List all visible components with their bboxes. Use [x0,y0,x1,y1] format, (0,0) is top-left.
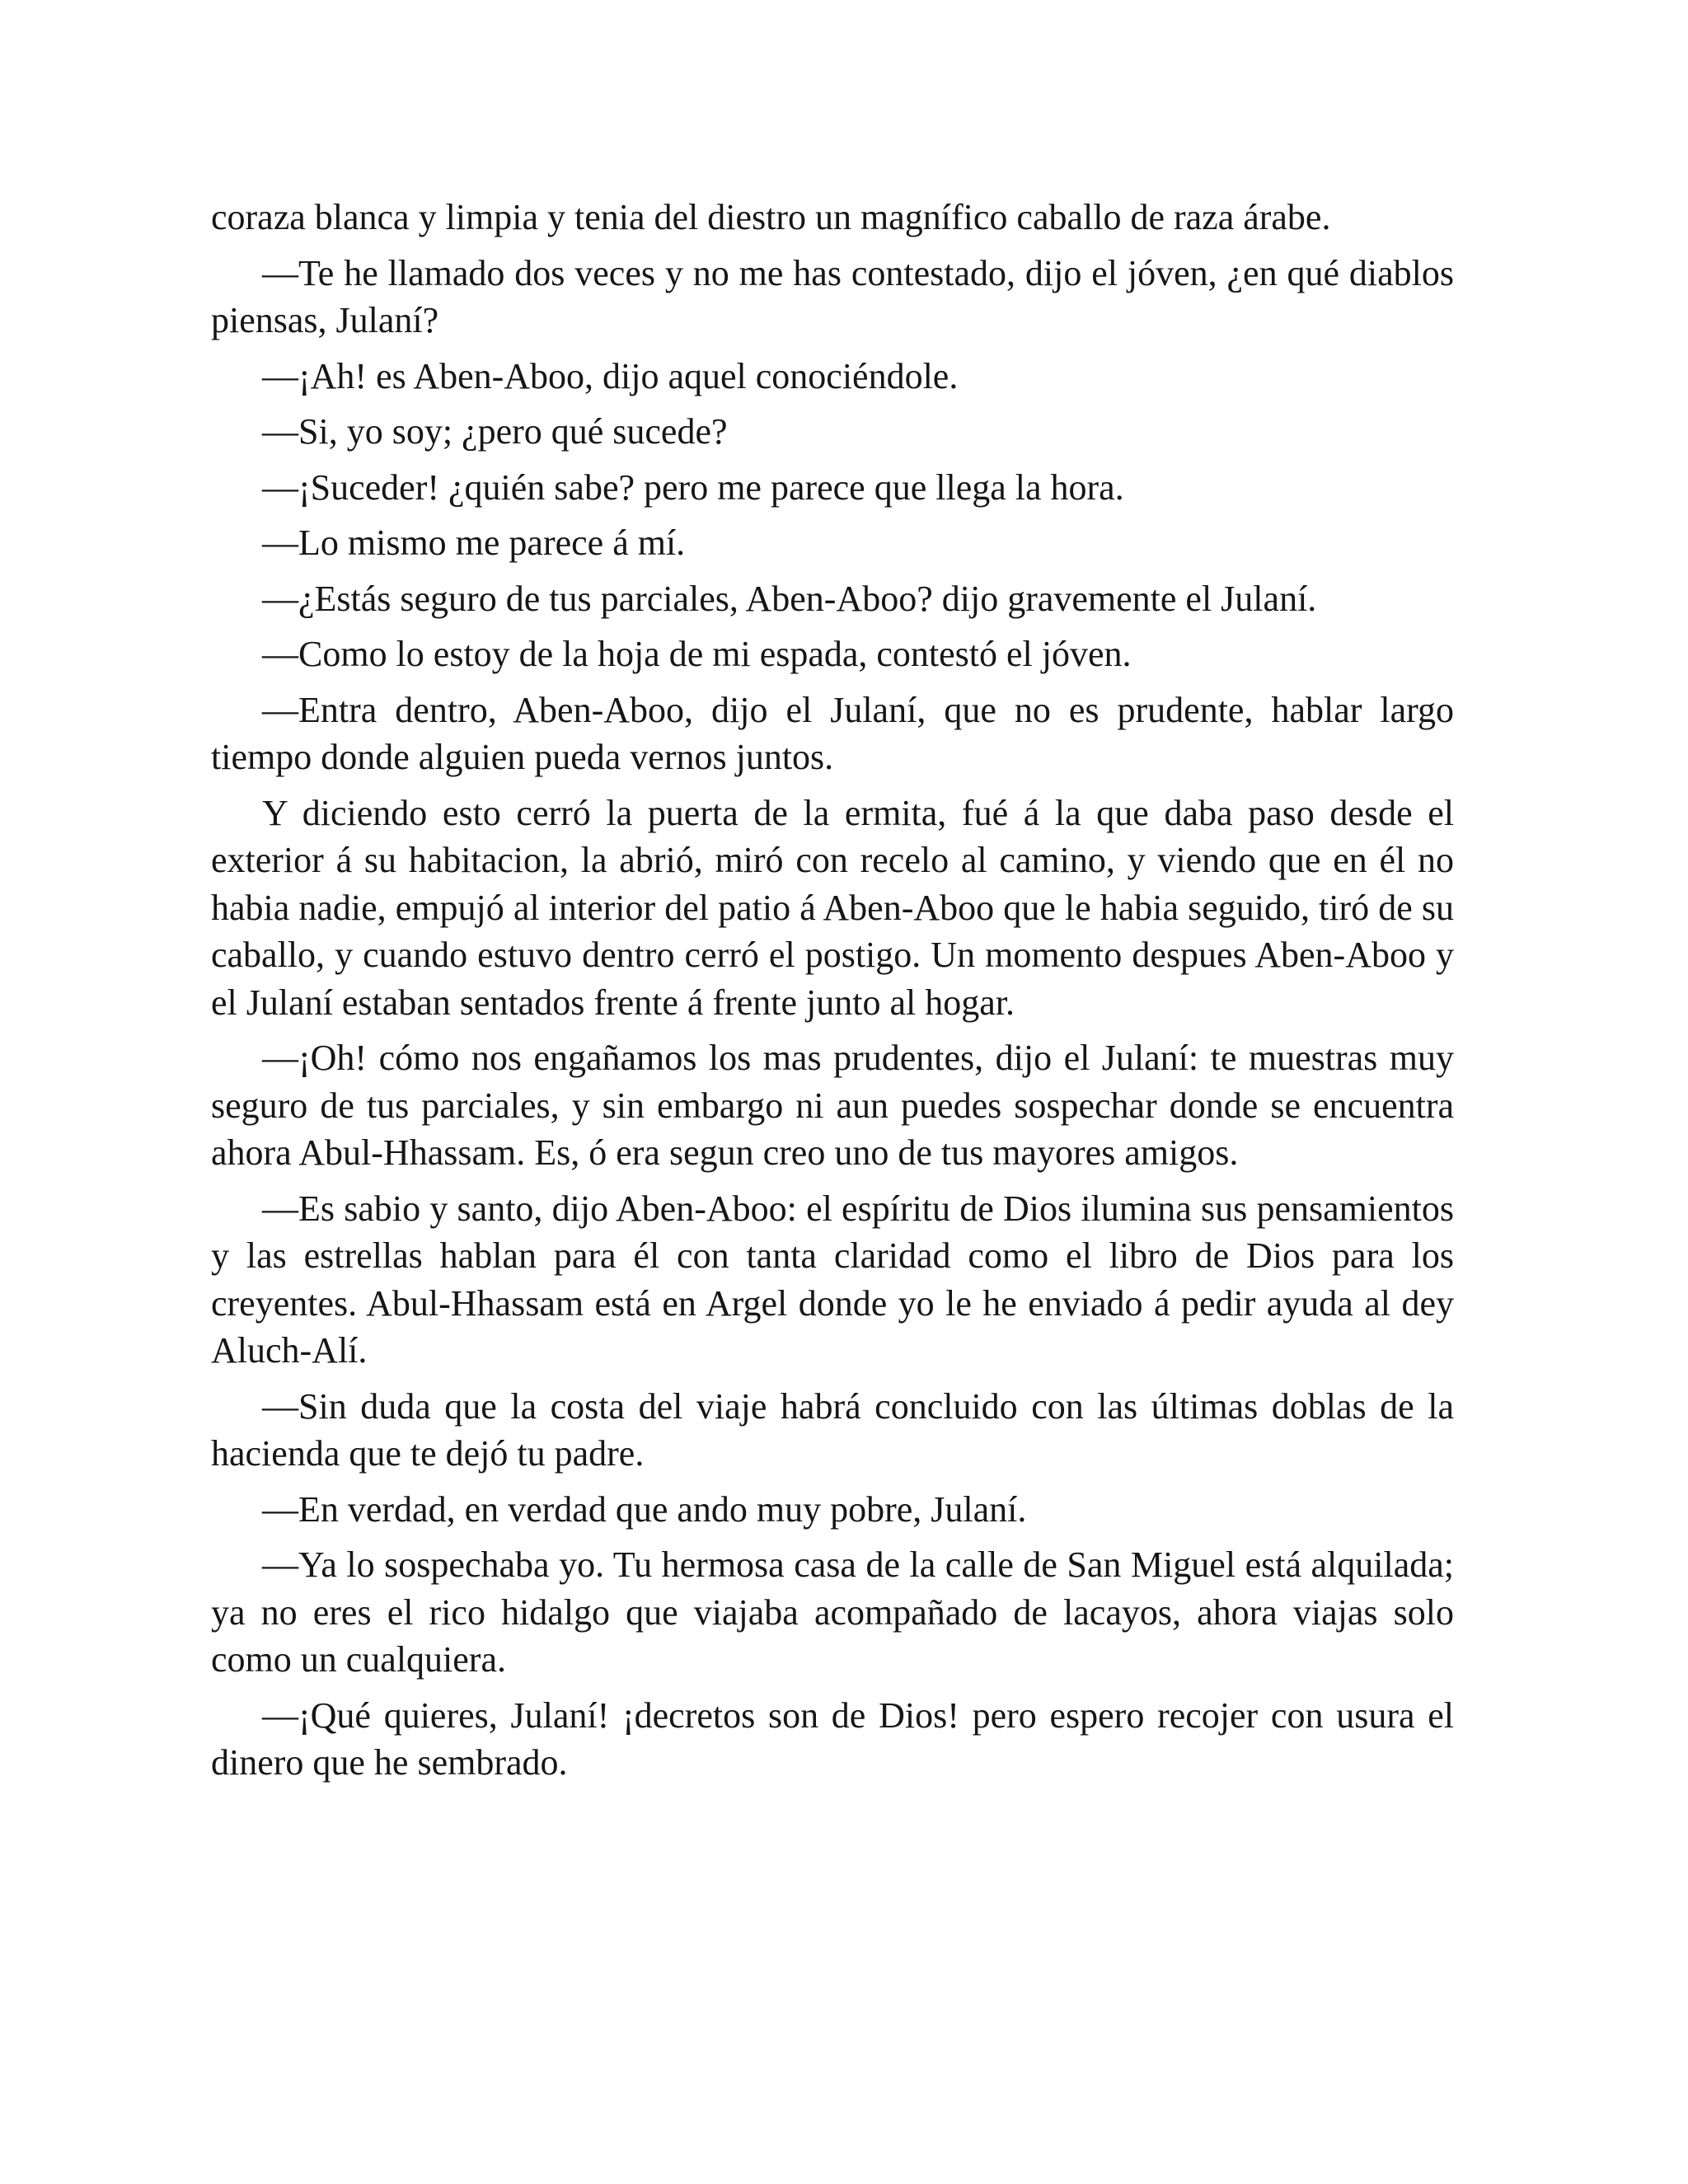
paragraph: —Es sabio y santo, dijo Aben-Aboo: el espíritu de Dios ilumina sus pensamientos y las estrellas hablan para él con tanta claridad como el libro de Dios para los creyentes. Abul-Hhassam está en Argel donde yo le he enviado á pedir ayuda al dey Aluch-Alí. [211,1188,1454,1371]
paragraph: —Te he llamado dos veces y no me has contestado, dijo el jóven, ¿en qué diablos piensas, Julaní? [211,252,1454,340]
paragraph: —Si, yo soy; ¿pero qué sucede? [262,411,728,452]
paragraph: —Entra dentro, Aben-Aboo, dijo el Julaní, que no es prudente, hablar largo tiempo donde alguien pueda vernos juntos. [211,689,1454,777]
paragraph: —Como lo estoy de la hoja de mi espada, contestó el jóven. [262,634,1132,674]
paragraph: —¡Suceder! ¿quién sabe? pero me parece que llega la hora. [262,466,1124,508]
paragraph: —Ya lo sospechaba yo. Tu hermosa casa de la calle de San Miguel está alquilada; ya no eres el rico hidalgo que viajaba acompañado de lacayos, ahora viajas solo como un cualquiera. [211,1544,1454,1680]
paragraph: —¿Estás seguro de tus parciales, Aben-Aboo? dijo gravemente el Julaní. [262,578,1317,619]
paragraph: —En verdad, en verdad que ando muy pobre, Julaní. [262,1488,1027,1530]
paragraph: —¡Ah! es Aben-Aboo, dijo aquel conociéndole. [262,355,959,396]
page-body [211,194,1454,1795]
paragraph: Y diciendo esto cerró la puerta de la ermita, fué á la que daba paso desde el exterior á su habitacion, la abrió, miró con recelo al camino, y viendo que en él no habia nadie, empujó al interior del patio á Aben-Aboo que le habia seguido, tiró de su caballo, y cuando estuvo dentro cerró el postigo. Un momento despues Aben-Aboo y el Julaní estaban sentados frente á frente junto al hogar. [211,792,1454,1023]
paragraph: —Lo mismo me parece á mí. [262,523,686,563]
paragraph: —¡Oh! cómo nos engañamos los mas prudentes, dijo el Julaní: te muestras muy seguro de tus parciales, y sin embargo ni aun puedes sospechar donde se encuentra ahora Abul-Hhassam. Es, ó era segun creo uno de tus mayores amigos. [211,1038,1454,1173]
paragraph: —Sin duda que la costa del viaje habrá concluido con las últimas doblas de la hacienda que te dejó tu padre. [211,1385,1454,1474]
paragraph-continuation: coraza blanca y limpia y tenia del diestro un magnífico caballo de raza árabe. [211,197,1331,237]
paragraph: —¡Qué quieres, Julaní! ¡decretos son de Dios! pero espero recojer con usura el dinero que he sembrado. [211,1694,1454,1783]
